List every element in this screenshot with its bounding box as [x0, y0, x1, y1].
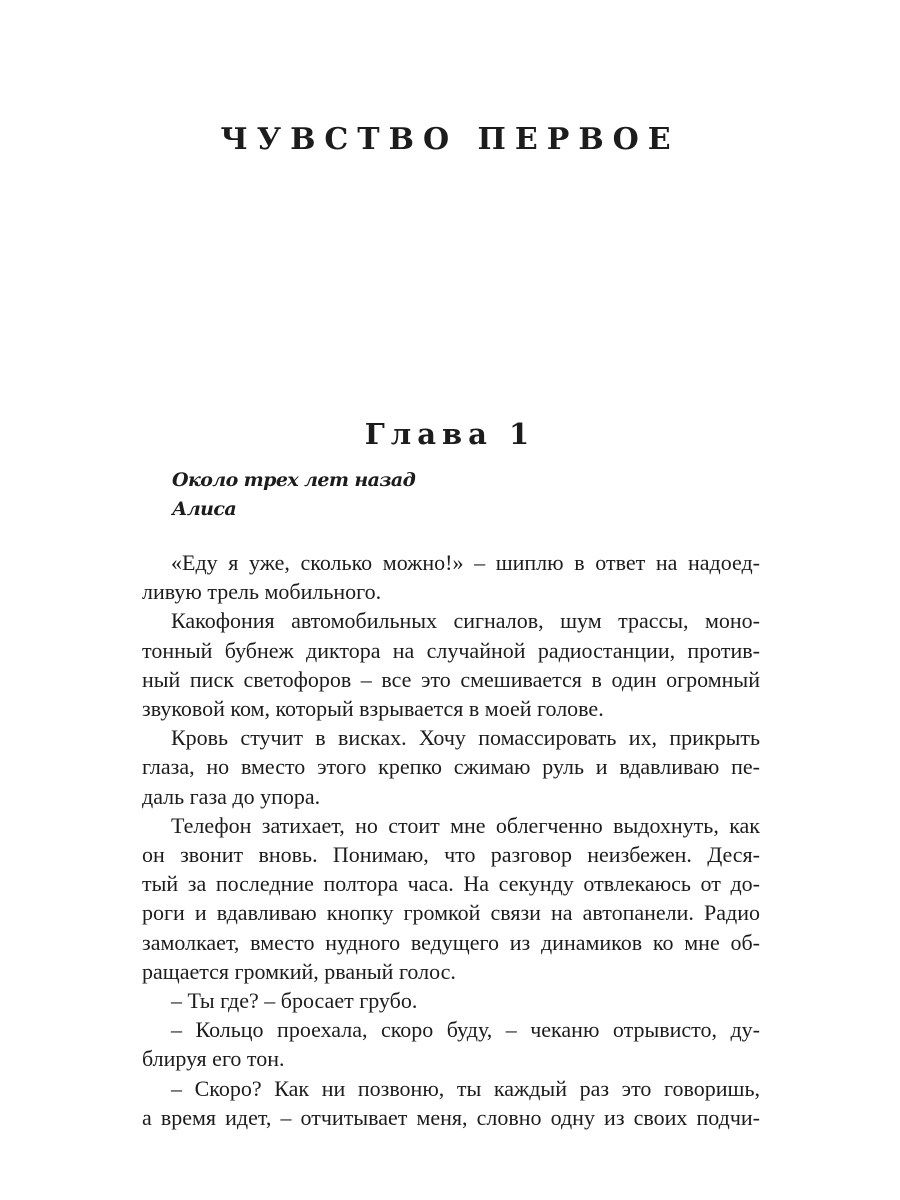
- text-line: тонный бубнеж диктора на случайной радиостанции, против-: [142, 637, 760, 663]
- text-line: Телефон затихает, но стоит мне облегченно выдохнуть, как: [171, 812, 760, 838]
- text-line: роги и вдавливаю кнопку громкой связи на автопанели. Радио: [142, 900, 760, 926]
- text-line: «Еду я уже, сколько можно!» – шиплю в ответ на надоед-: [171, 550, 760, 575]
- text-line: – Скоро? Как ни позвоню, ты каждый раз это говоришь,: [171, 1075, 760, 1101]
- chapter-body-text: [142, 548, 760, 1132]
- text-line: тый за последние полтора часа. На секунду отвлекаюсь от до-: [142, 871, 760, 897]
- chapter-title: Глава 1: [364, 417, 536, 451]
- text-line: замолкает, вместо нудного ведущего из динамиков ко мне об-: [142, 929, 760, 955]
- text-line: глаза, но вместо этого крепко сжимаю руль и вдавливаю пе-: [142, 754, 760, 780]
- part-title: ЧУВСТВО ПЕРВОЕ: [220, 122, 680, 157]
- text-line: звуковой ком, который взрывается в моей голове.: [142, 696, 604, 722]
- text-line: Кровь стучит в висках. Хочу помассировать их, прикрыть: [171, 725, 760, 751]
- epigraph-narrator: Алиса: [172, 498, 237, 520]
- text-line: Какофония автомобильных сигналов, шум трассы, моно-: [171, 608, 760, 634]
- text-line: даль газа до упора.: [142, 783, 321, 809]
- epigraph-time: Около трех лет назад: [172, 469, 416, 491]
- text-line: а время идет, – отчитывает меня, словно одну из своих подчи-: [142, 1104, 760, 1130]
- text-line: ливую трель мобильного.: [142, 579, 382, 605]
- chapter-epigraph: [172, 466, 415, 524]
- text-line: – Ты где? – бросает грубо.: [171, 988, 418, 1014]
- text-line: – Кольцо проехала, скоро буду, – чеканю отрывисто, ду-: [171, 1017, 760, 1043]
- text-line: он звонит вновь. Понимаю, что разговор неизбежен. Деся-: [142, 842, 760, 868]
- text-line: блируя его тон.: [142, 1046, 285, 1072]
- text-line: ращается громкий, рваный голос.: [142, 958, 456, 984]
- text-line: ный писк светофоров – все это смешивается в один огромный: [142, 666, 760, 692]
